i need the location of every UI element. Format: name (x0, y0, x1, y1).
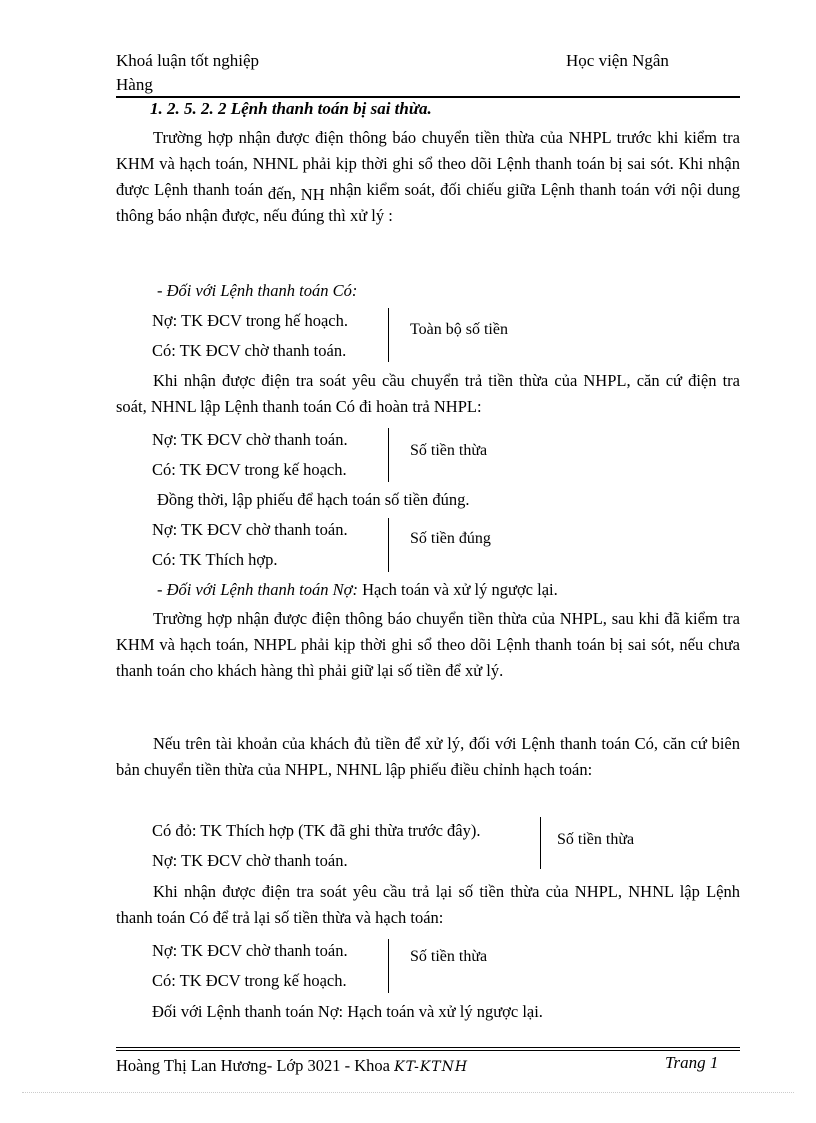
sufficient-funds-paragraph: Nếu trên tài khoản của khách đủ tiền để xử lý, đối với Lệnh thanh toán Có, căn cứ biên bản chuyển tiền thừa của NHPL, NHNL lập phiếu điều chỉnh hạch toán: (116, 734, 740, 779)
page-number: Trang 1 (665, 1053, 719, 1072)
dong-thoi-line: Đồng thời, lập phiếu để hạch toán số tiền đúng. (157, 490, 470, 509)
entry4-debit: Nợ: TK ĐCV chờ thanh toán. (152, 851, 348, 870)
tra-soat-paragraph-1: Khi nhận được điện tra soát yêu cầu chuyển trả tiền thừa của NHPL, căn cứ điện tra soát, NHNL lập Lệnh thanh toán Có đi hoàn trả NHPL: (116, 371, 740, 416)
footer-rule-bottom (116, 1050, 740, 1051)
entry1-credit: Có: TK ĐCV chờ thanh toán. (152, 341, 347, 360)
entry2-debit: Nợ: TK ĐCV chờ thanh toán. (152, 430, 348, 449)
entry3-amount: Số tiền đúng (410, 530, 491, 547)
footer-rule-top (116, 1047, 740, 1048)
section-title: 1. 2. 5. 2. 2 Lệnh thanh toán bị sai thừa. (150, 99, 432, 118)
entry4-amount: Số tiền thừa (557, 831, 635, 848)
header-left-title: Khoá luận tốt nghiệp (116, 51, 260, 70)
entry3-bracket (388, 518, 389, 572)
footer-faculty: KT-KTNH (394, 1059, 469, 1075)
entry5-bracket (388, 939, 389, 993)
entry3-credit: Có: TK Thích hợp. (152, 550, 278, 569)
tra-soat-paragraph-2: Khi nhận được điện tra soát yêu cầu trả lại số tiền thừa của NHPL, NHNL lập Lệnh thanh toán Có để trả lại số tiền thừa và hạch toán: (116, 882, 740, 927)
header-left-continuation: Hàng (116, 75, 153, 94)
entry2-amount: Số tiền thừa (410, 442, 488, 459)
entry1-bracket (388, 308, 389, 362)
header-right-title: Học viện Ngân (566, 51, 669, 70)
entry2-credit: Có: TK ĐCV trong kế hoạch. (152, 460, 347, 479)
page-edge-dots (22, 1092, 794, 1093)
header-rule (116, 96, 740, 98)
footer-author: Hoàng Thị Lan Hương- Lớp 3021 - Khoa KT-KTNH (116, 1056, 469, 1075)
entry5-amount: Số tiền thừa (410, 948, 488, 965)
case-no-line: - Đối với Lệnh thanh toán Nợ: Hạch toán và xử lý ngược lại. (157, 580, 558, 599)
case-co-label: - Đối với Lệnh thanh toán Có: (157, 281, 358, 300)
entry5-credit: Có: TK ĐCV trong kế hoạch. (152, 971, 347, 990)
entry1-amount: Toàn bộ số tiền (410, 321, 508, 338)
closing-line: Đối với Lệnh thanh toán Nợ: Hạch toán và xử lý ngược lại. (152, 1002, 543, 1021)
after-check-paragraph: Trường hợp nhận được điện thông báo chuyển tiền thừa của NHPL, sau khi đã kiểm tra KHM và hạch toán, NHPL phải kịp thời ghi sổ theo dõi Lệnh thanh toán bị sai sót, nếu chưa thanh toán cho khách hàng thì phải giữ lại số tiền để xử lý. (116, 609, 740, 680)
entry4-bracket (540, 817, 541, 869)
entry5-debit: Nợ: TK ĐCV chờ thanh toán. (152, 941, 348, 960)
intro-paragraph: Trường hợp nhận được điện thông báo chuyển tiền thừa của NHPL trước khi kiểm tra KHM và hạch toán, NHNL phải kịp thời ghi sổ theo dõi Lệnh thanh toán bị sai sót. Khi nhận được Lệnh thanh toán đến, NH nhận kiểm soát, đối chiếu giữa Lệnh thanh toán với nội dung thông báo nhận được, nếu đúng thì xử lý : (116, 128, 741, 225)
entry4-credit: Có đỏ: TK Thích hợp (TK đã ghi thừa trước đây). (152, 821, 481, 840)
entry3-debit: Nợ: TK ĐCV chờ thanh toán. (152, 520, 348, 539)
entry2-bracket (388, 428, 389, 482)
entry1-debit: Nợ: TK ĐCV trong hế hoạch. (152, 311, 349, 330)
